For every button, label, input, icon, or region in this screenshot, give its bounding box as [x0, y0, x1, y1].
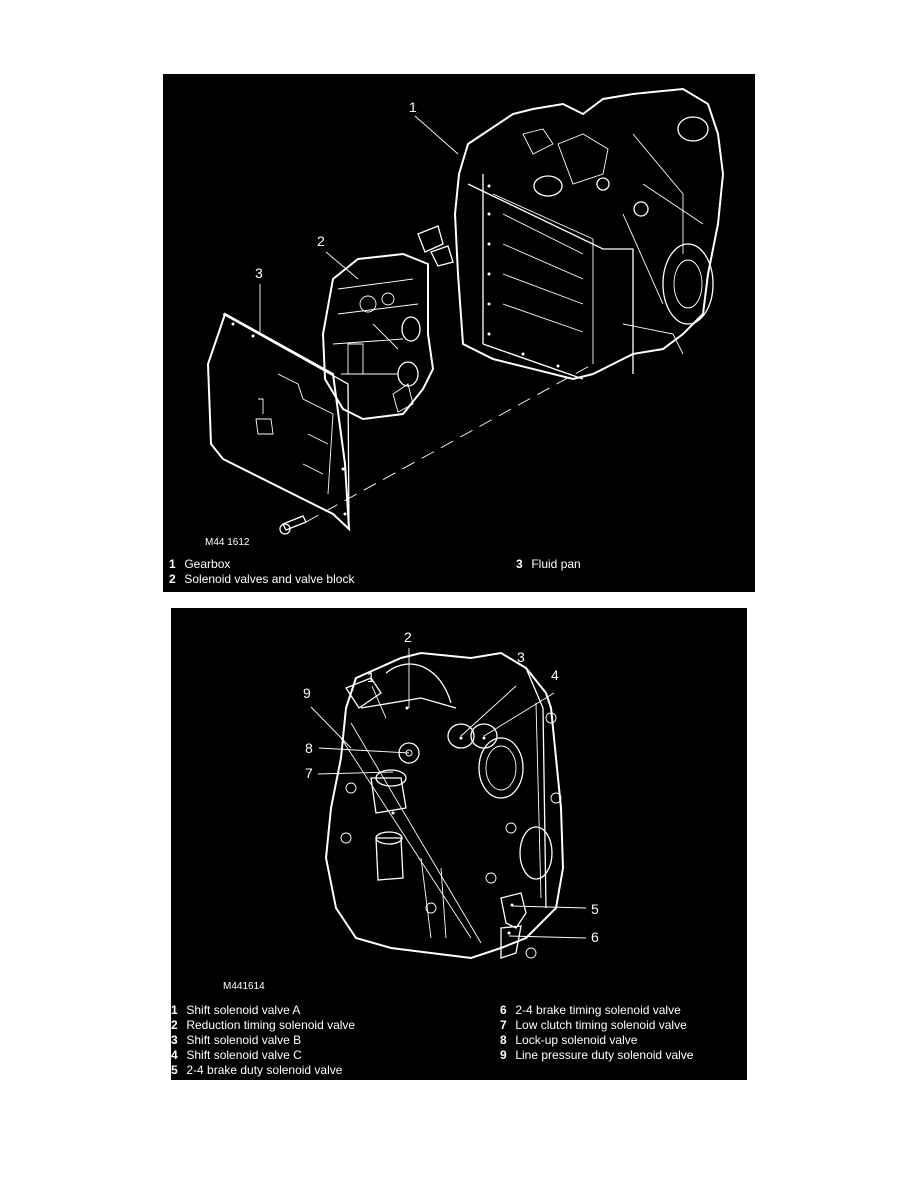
- legend-item: 3 Fluid pan: [516, 557, 581, 571]
- legend-item: 2 Solenoid valves and valve block: [169, 572, 355, 586]
- callout-2: 2: [317, 233, 325, 249]
- legend-item: 7 Low clutch timing solenoid valve: [500, 1018, 687, 1032]
- callout-3: 3: [255, 265, 263, 281]
- legend-item: 3 Shift solenoid valve B: [171, 1033, 302, 1047]
- figure-code: M441614: [223, 981, 265, 992]
- callout-1: 1: [409, 99, 417, 115]
- legend-item: 2 Reduction timing solenoid valve: [171, 1018, 356, 1032]
- callout-3: 3: [517, 649, 525, 665]
- callout-6: 6: [591, 929, 599, 945]
- gearbox-drawing: [418, 89, 723, 379]
- callout-8: 8: [305, 740, 313, 756]
- valve-block-drawing: [323, 254, 433, 419]
- solenoid-valves-figure: [171, 608, 747, 1080]
- exploded-view-figure: [163, 74, 755, 592]
- callout-4: 4: [551, 667, 559, 683]
- callout-2: 2: [404, 629, 412, 645]
- legend-item: 6 2-4 brake timing solenoid valve: [500, 1003, 681, 1017]
- callout-1: 1: [367, 669, 375, 685]
- legend-left: [169, 557, 354, 587]
- callout-9: 9: [303, 685, 311, 701]
- figure-code: M44 1612: [205, 537, 250, 548]
- legend-item: 1 Gearbox: [169, 557, 231, 571]
- exploded-view-drawing: [163, 74, 755, 592]
- legend-left: [171, 1003, 355, 1078]
- callout-5: 5: [591, 901, 599, 917]
- legend-item: 1 Shift solenoid valve A: [171, 1003, 301, 1017]
- legend-item: 5 2-4 brake duty solenoid valve: [171, 1063, 343, 1077]
- fluid-pan-drawing: [208, 314, 349, 529]
- legend-item: 4 Shift solenoid valve C: [171, 1048, 302, 1062]
- legend-right: [516, 557, 581, 572]
- legend-right: [500, 1003, 693, 1063]
- callout-7: 7: [305, 765, 313, 781]
- legend-item: 8 Lock-up solenoid valve: [500, 1033, 638, 1047]
- valve-block-body: [326, 653, 563, 958]
- bolt-drawing: [280, 516, 306, 534]
- legend-item: 9 Line pressure duty solenoid valve: [500, 1048, 694, 1062]
